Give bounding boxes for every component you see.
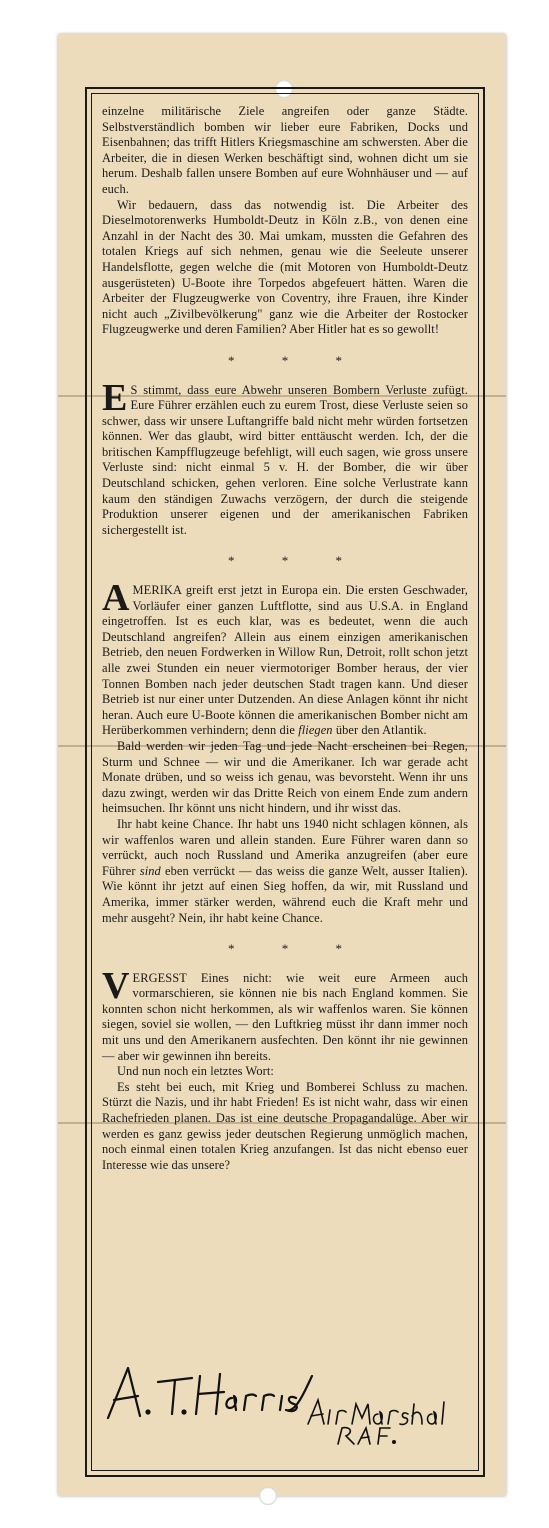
paragraph: Es steht bei euch, mit Krieg und Bomberei Schluss zu machen. Stürzt die Nazis, und ihr habt Frieden! Es ist nicht wahr, dass wir einen Rachefrieden planen. Das ist eine deutsche Propagandalüge. Aber wir werden es ganz gewiss jeder deutschen Regierung unmöglich machen, noch einmal einen totalen Krieg anzufangen. Ist das nicht ebenso euer Interesse wie das unsere? — [102, 1079, 468, 1172]
section-divider: * * * — [228, 941, 364, 957]
paragraph: Bald werden wir jeden Tag und jede Nacht erscheinen bei Regen, Sturm und Schnee — wir und die Amerikaner. Ich war gerade acht Monate drüben, und so weiss ich genau, was bevorsteht. Wenn ihr uns dazu zwingt, werden wir das Dritte Reich von einem Ende zum andern heimsuchen. Ihr könnt uns nicht hindern, und ihr wisst das. — [102, 738, 468, 816]
drop-cap: V — [102, 964, 130, 1007]
section-divider: * * * — [228, 352, 364, 368]
drop-cap: E — [102, 376, 128, 419]
drop-cap: A — [102, 577, 130, 620]
paragraph: Wir bedauern, dass das notwendig ist. Die Arbeiter des Dieselmotorenwerks Humboldt-Deutz in Köln z.B., von denen eine Anzahl in der Nacht des 30. Mai umkam, mussten die Gefahren des totalen Kriegs auf sich nehmen, genau wie die Seeleute unserer Handelsflotte, gegen welche die (mit Motoren von Humboldt-Deutz ausgerüsteten) U-Boote ihre Torpedos abgefeuert hätten. Waren die Arbeiter der Flugzeugwerke von Coventry, ihre Frauen, ihre Kinder nicht auch „Zivilbevölkerung" ganz wie die Arbeiter der Rostocker Flugzeugwerke und deren Familien? Aber Hitler hat es so gewollt! — [102, 197, 468, 337]
paragraph: E S stimmt, dass eure Abwehr unseren Bombern Verluste zufügt. Eure Führer erzählen euch zu eurem Trost, diese Verluste seien so schwer, dass wir unsere Luftangriffe bald nicht mehr würden fortsetzen können. Wer das glaubt, wird bitter enttäuscht werden. Ich, der die britischen Kampfflugzeuge befehligt, will euch sagen, wie gross unsere Verluste sind: nicht einmal 5 v. H. der Bomber, die wir über Deutschland schicken, gehen verloren. Eine solche Verlustrate kann kaum den ständigen Zuwachs verzögern, der durch die steigende Produktion unserer eigenen und der amerikanischen Fabriken sichergestellt ist. — [102, 376, 468, 537]
paragraph: Ihr habt keine Chance. Ihr habt uns 1940 nicht schlagen können, als wir waffenlos waren und allein standen. Eure Führer waren dann so verrückt, auch noch Russland und Amerika anzugreifen (aber eure Führer sind eben verrückt — das weiss die ganze Welt, ausser Italien). Wie könnt ihr jetzt auf einen Sieg hoffen, da wir, mit Russland und Amerika, immer stärker werden, während euch die Kraft mehr und mehr ausgeht? Nein, ihr habt keine Chance. — [102, 816, 468, 925]
paragraph: VERGESST Eines nicht: wie weit eure Armeen auch vormarschieren, sie können nie bis nach England kommen. Sie konnten schon nicht herkommen, als wir waffenlos waren. Sie können siegen, soviel sie wollen, — den Luftkrieg müsst ihr dann immer noch mit uns und den Amerikanern ausfechten. Den könnt ihr nie gewinnen — aber wir gewinnen ihn bereits. — [102, 964, 468, 1063]
handwritten-signature — [100, 1348, 470, 1448]
paragraph: Und nun noch ein letztes Wort: — [117, 1064, 274, 1079]
paragraph: AMERIKA greift erst jetzt in Europa ein. Die ersten Geschwader, Vorläufer einer ganzen Luftflotte, sind aus U.S.A. in England eingetroffen. Ist es euch klar, was es bedeutet, wenn die auch Deutschland angreifen? Allein aus einem einzigen amerikanischen Betrieb, den neuen Fordwerken in Willow Run, Detroit, rollt schon jetzt alle zwei Stunden ein neuer viermotoriger Bomber heraus, der vier Tonnen Bomben nach jeder deutschen Stadt tragen kann. Und dieser Betrieb ist nur einer unter Dutzenden. An diese Anlagen könnt ihr nicht heran. Auch eure U-Boote können die amerikanischen Bomber nicht am Herüberkommen verhindern; denn die fliegen über den Atlantik. — [102, 577, 468, 738]
leaflet-text — [102, 104, 468, 1173]
section-divider: * * * — [228, 553, 364, 569]
punch-hole-bottom — [259, 1487, 277, 1505]
paragraph: einzelne militärische Ziele angreifen oder ganze Städte. Selbstverständlich bomben wir lieber eure Fabriken, Docks und Eisenbahnen; das trifft Hitlers Kriegsmaschine am schwersten. Aber die Arbeiter, die in diesen Werken beschäftigt sind, wohnen dicht um sie herum. Deshalb fallen unsere Bomben auf eure Wohnhäuser und — auf euch. — [102, 104, 468, 196]
